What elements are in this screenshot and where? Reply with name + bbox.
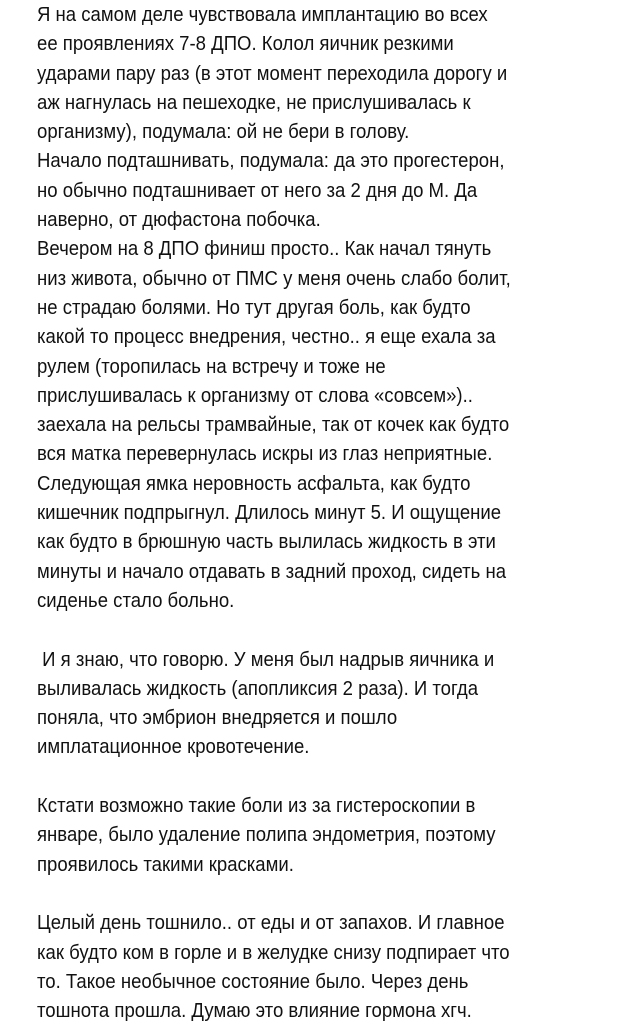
paragraph-spacer [37, 615, 634, 644]
text-line: выливалась жидкость (апопликсия 2 раза). И тогда [37, 676, 479, 700]
text-line: организму), подумала: ой не бери в голову. [37, 120, 410, 144]
text-line: какой то процесс внедрения, честно.. я еще ехала за [37, 325, 496, 349]
text-line: как будто ком в горле и в желудке снизу подпирает что [37, 940, 510, 964]
text-line: Целый день тошнило.. от еды и от запахов. И главное [37, 911, 505, 935]
paragraph-4 [37, 908, 634, 1025]
text-line: вся матка перевернулась искры из глаз неприятные. [37, 442, 493, 466]
text-line: И я знаю, что говорю. У меня был надрыв яичника и [37, 647, 495, 671]
text-line: заехала на рельсы трамвайные, так от кочек как будто [37, 413, 510, 437]
paragraph-spacer [37, 879, 634, 908]
paragraph-1 [37, 0, 634, 615]
text-line: но обычно подташнивает от него за 2 дня до М. Да [37, 178, 478, 202]
text-line: имплатационное кровотечение. [37, 735, 310, 759]
paragraph-spacer [37, 762, 634, 791]
text-line: минуты и начало отдавать в задний проход, сидеть на [37, 559, 507, 583]
text-line: кишечник подпрыгнул. Длилось минут 5. И ощущение [37, 501, 502, 525]
text-line: не страдаю болями. Но тут другая боль, как будто [37, 295, 471, 319]
text-line: сиденье стало больно. [37, 588, 235, 612]
text-line: то. Такое необычное состояние было. Через день [37, 969, 469, 993]
paragraph-3 [37, 791, 634, 879]
text-line: прислушивалась к организму от слова «совсем»).. [37, 383, 473, 407]
text-line: январе, было удаление полипа эндометрия, поэтому [37, 823, 496, 847]
document-text [37, 0, 634, 1025]
text-line: поняла, что эмбрион внедряется и пошло [37, 706, 398, 730]
text-line: наверно, от дюфастона побочка. [37, 208, 321, 232]
text-line: Я на самом деле чувствовала имплантацию во всех [37, 3, 488, 26]
text-line: аж нагнулась на пешеходке, не прислушивалась к [37, 90, 471, 114]
text-line: тошнота прошла. Думаю это влияние гормона хгч. [37, 999, 472, 1023]
text-line: проявилось такими красками. [37, 852, 294, 876]
text-line: ударами пару раз (в этот момент переходила дорогу и [37, 61, 508, 85]
text-line: Кстати возможно такие боли из за гистероскопии в [37, 794, 476, 818]
text-line: как будто в брюшную часть вылилась жидкость в эти [37, 530, 496, 554]
text-line: Начало подташнивать, подумала: да это прогестерон, [37, 149, 505, 173]
text-line: ее проявлениях 7-8 ДПО. Колол яичник резкими [37, 32, 454, 56]
text-line: рулем (торопилась на встречу и тоже не [37, 354, 386, 378]
text-line: низ живота, обычно от ПМС у меня очень слабо болит, [37, 266, 511, 290]
text-line: Следующая ямка неровность асфальта, как будто [37, 471, 471, 495]
text-line: Вечером на 8 ДПО финиш просто.. Как начал тянуть [37, 237, 492, 261]
paragraph-2 [37, 645, 634, 762]
